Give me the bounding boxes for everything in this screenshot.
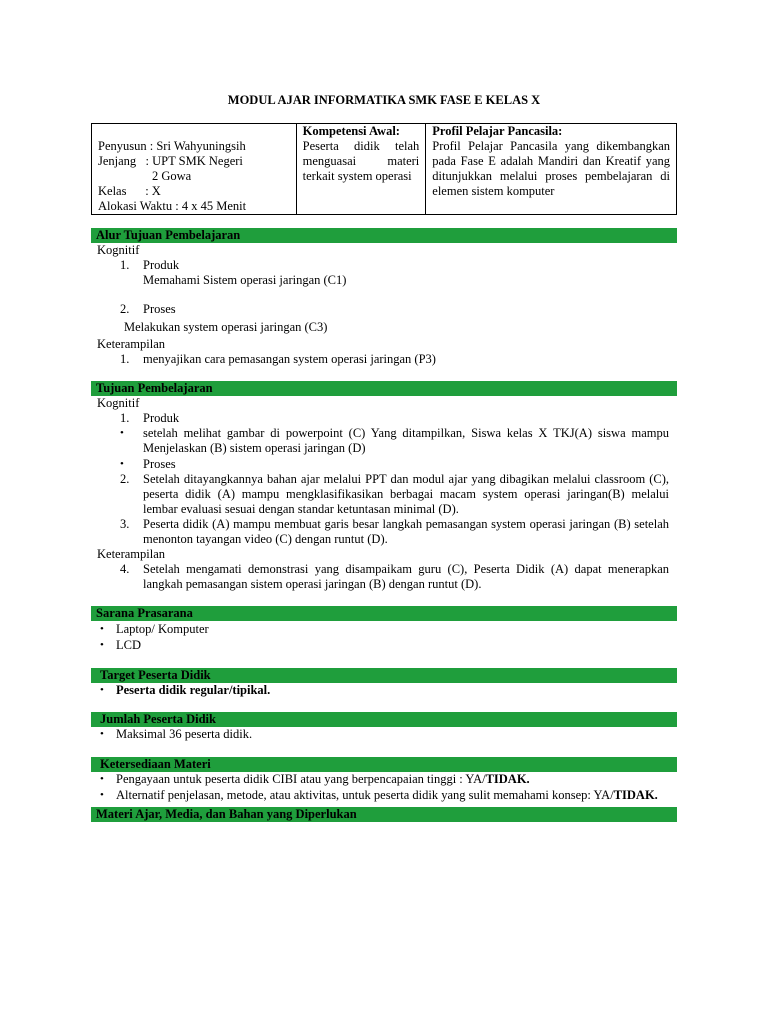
tujuan-proses-label: Proses bbox=[143, 457, 176, 471]
tujuan-number-2: 2. bbox=[120, 472, 130, 486]
kompetensi-cell bbox=[296, 124, 426, 215]
jumlah-item: Maksimal 36 peserta didik. bbox=[116, 727, 253, 741]
ketersediaan-item-1-text: Pengayaan untuk peserta didik CIBI atau yang berpencapaian tinggi : YA/ bbox=[116, 772, 486, 786]
sarana-item-lcd: LCD bbox=[116, 638, 141, 652]
bullet-icon: • bbox=[100, 623, 104, 635]
alur-keterampilan-number-1: 1. bbox=[120, 352, 130, 366]
ketersediaan-item-2-answer: TIDAK. bbox=[613, 788, 658, 802]
materi-heading-part-1: Materi Ajar, Media, bbox=[96, 807, 203, 821]
jenjang-continued-text: 2 Gowa bbox=[152, 169, 192, 183]
alur-produk-label: Produk bbox=[143, 258, 180, 272]
tujuan-bullet-1-text: setelah melihat gambar di powerpoint (C) Yang ditampilkan, Siswa kelas X TKJ(A) siswa mampu Menjelaskan (B) sistem operasi jaringan (D) bbox=[143, 426, 669, 455]
alokasi-text: Alokasi Waktu : 4 x 45 Menit bbox=[98, 199, 247, 213]
materi-heading-part-2: dan Bahan bbox=[205, 807, 264, 821]
profil-text: Profil Pelajar Pancasila yang dikembangkan pada Fase E adalah Mandiri dan Kreatif yang ditunjukkan melalui proses pembelajaran di elemen sistem komputer bbox=[432, 139, 670, 198]
jenjang-text: Jenjang : UPT SMK Negeri bbox=[98, 154, 243, 168]
bullet-icon: • bbox=[120, 458, 124, 470]
profil-title: Profil Pelajar Pancasila: bbox=[432, 124, 563, 138]
bullet-icon: • bbox=[100, 773, 104, 785]
ketersediaan-item-2-text: Alternatif penjelasan, metode, atau aktivitas, untuk peserta didik yang sulit memahami konsep: YA/ bbox=[116, 788, 614, 802]
identity-cell bbox=[92, 124, 297, 215]
target-item: Peserta didik regular/tipikal. bbox=[116, 683, 271, 697]
kelas-text: Kelas : X bbox=[98, 184, 161, 198]
tujuan-number-1: 1. bbox=[120, 411, 130, 425]
bullet-icon: • bbox=[100, 728, 104, 740]
section-heading-ketersediaan: Ketersediaan Materi bbox=[91, 757, 677, 772]
profil-cell bbox=[426, 124, 677, 215]
kompetensi-title: Kompetensi Awal: bbox=[302, 124, 400, 138]
ketersediaan-item-2 bbox=[116, 788, 658, 803]
alur-keterampilan-text: menyajikan cara pemasangan system operasi jaringan (P3) bbox=[143, 352, 436, 366]
section-heading-materi bbox=[91, 807, 677, 822]
tujuan-produk-label: Produk bbox=[143, 411, 180, 425]
bullet-icon: • bbox=[120, 427, 124, 439]
alur-proses-label: Proses bbox=[143, 302, 176, 316]
ketersediaan-item-1-answer: TIDAK. bbox=[485, 772, 530, 786]
alur-number-2: 2. bbox=[120, 302, 130, 316]
alur-kognitif-label: Kognitif bbox=[97, 243, 140, 257]
section-heading-sarana: Sarana Prasarana bbox=[91, 606, 677, 621]
sarana-item-laptop: Laptop/ Komputer bbox=[116, 622, 209, 636]
tujuan-item-3-text: Peserta didik (A) mampu membuat garis besar langkah pemasangan system operasi jaringan (B) setelah menonton tayangan video (C) dengan runtut (D). bbox=[143, 517, 669, 546]
alur-proses-text: Melakukan system operasi jaringan (C3) bbox=[124, 320, 328, 334]
tujuan-keterampilan-label: Keterampilan bbox=[97, 547, 166, 561]
info-table bbox=[91, 123, 677, 215]
bullet-icon: • bbox=[100, 789, 104, 801]
kompetensi-text: Peserta didik telah menguasai materi terkait system operasi bbox=[302, 139, 420, 183]
bullet-icon: • bbox=[100, 684, 104, 696]
ketersediaan-item-1 bbox=[116, 772, 530, 787]
section-heading-tujuan: Tujuan Pembelajaran bbox=[91, 381, 677, 396]
tujuan-item-2-text: Setelah ditayangkannya bahan ajar melalui PPT dan modul ajar yang dibagikan melalui classroom (C), peserta didik (A) mampu mengklasifikasikan berbagai macam system operasi jaringan(B) melalui lembar evaluasi sesuai dengan standar ketuntasan minimal (D). bbox=[143, 472, 669, 516]
alur-keterampilan-label: Keterampilan bbox=[97, 337, 166, 351]
tujuan-kognitif-label: Kognitif bbox=[97, 396, 140, 410]
section-heading-target: Target Peserta Didik bbox=[91, 668, 677, 683]
bullet-icon: • bbox=[100, 639, 104, 651]
page-title: MODUL AJAR INFORMATIKA SMK FASE E KELAS X bbox=[227, 93, 541, 107]
penyusun-text: Penyusun : Sri Wahyuningsih bbox=[98, 139, 246, 153]
materi-heading-part-3: yang Diperlukan bbox=[266, 807, 357, 821]
section-heading-alur: Alur Tujuan Pembelajaran bbox=[91, 228, 677, 243]
alur-produk-text: Memahami Sistem operasi jaringan (C1) bbox=[143, 273, 347, 287]
tujuan-number-4: 4. bbox=[120, 562, 130, 576]
tujuan-item-4-text: Setelah mengamati demonstrasi yang disampaikam guru (C), Peserta Didik (A) dapat menerapkan langkah pemasangan sistem operasi jaringan (B) dengan runtut (D). bbox=[143, 562, 669, 591]
tujuan-number-3: 3. bbox=[120, 517, 130, 531]
alur-number-1: 1. bbox=[120, 258, 130, 272]
section-heading-jumlah: Jumlah Peserta Didik bbox=[91, 712, 677, 727]
